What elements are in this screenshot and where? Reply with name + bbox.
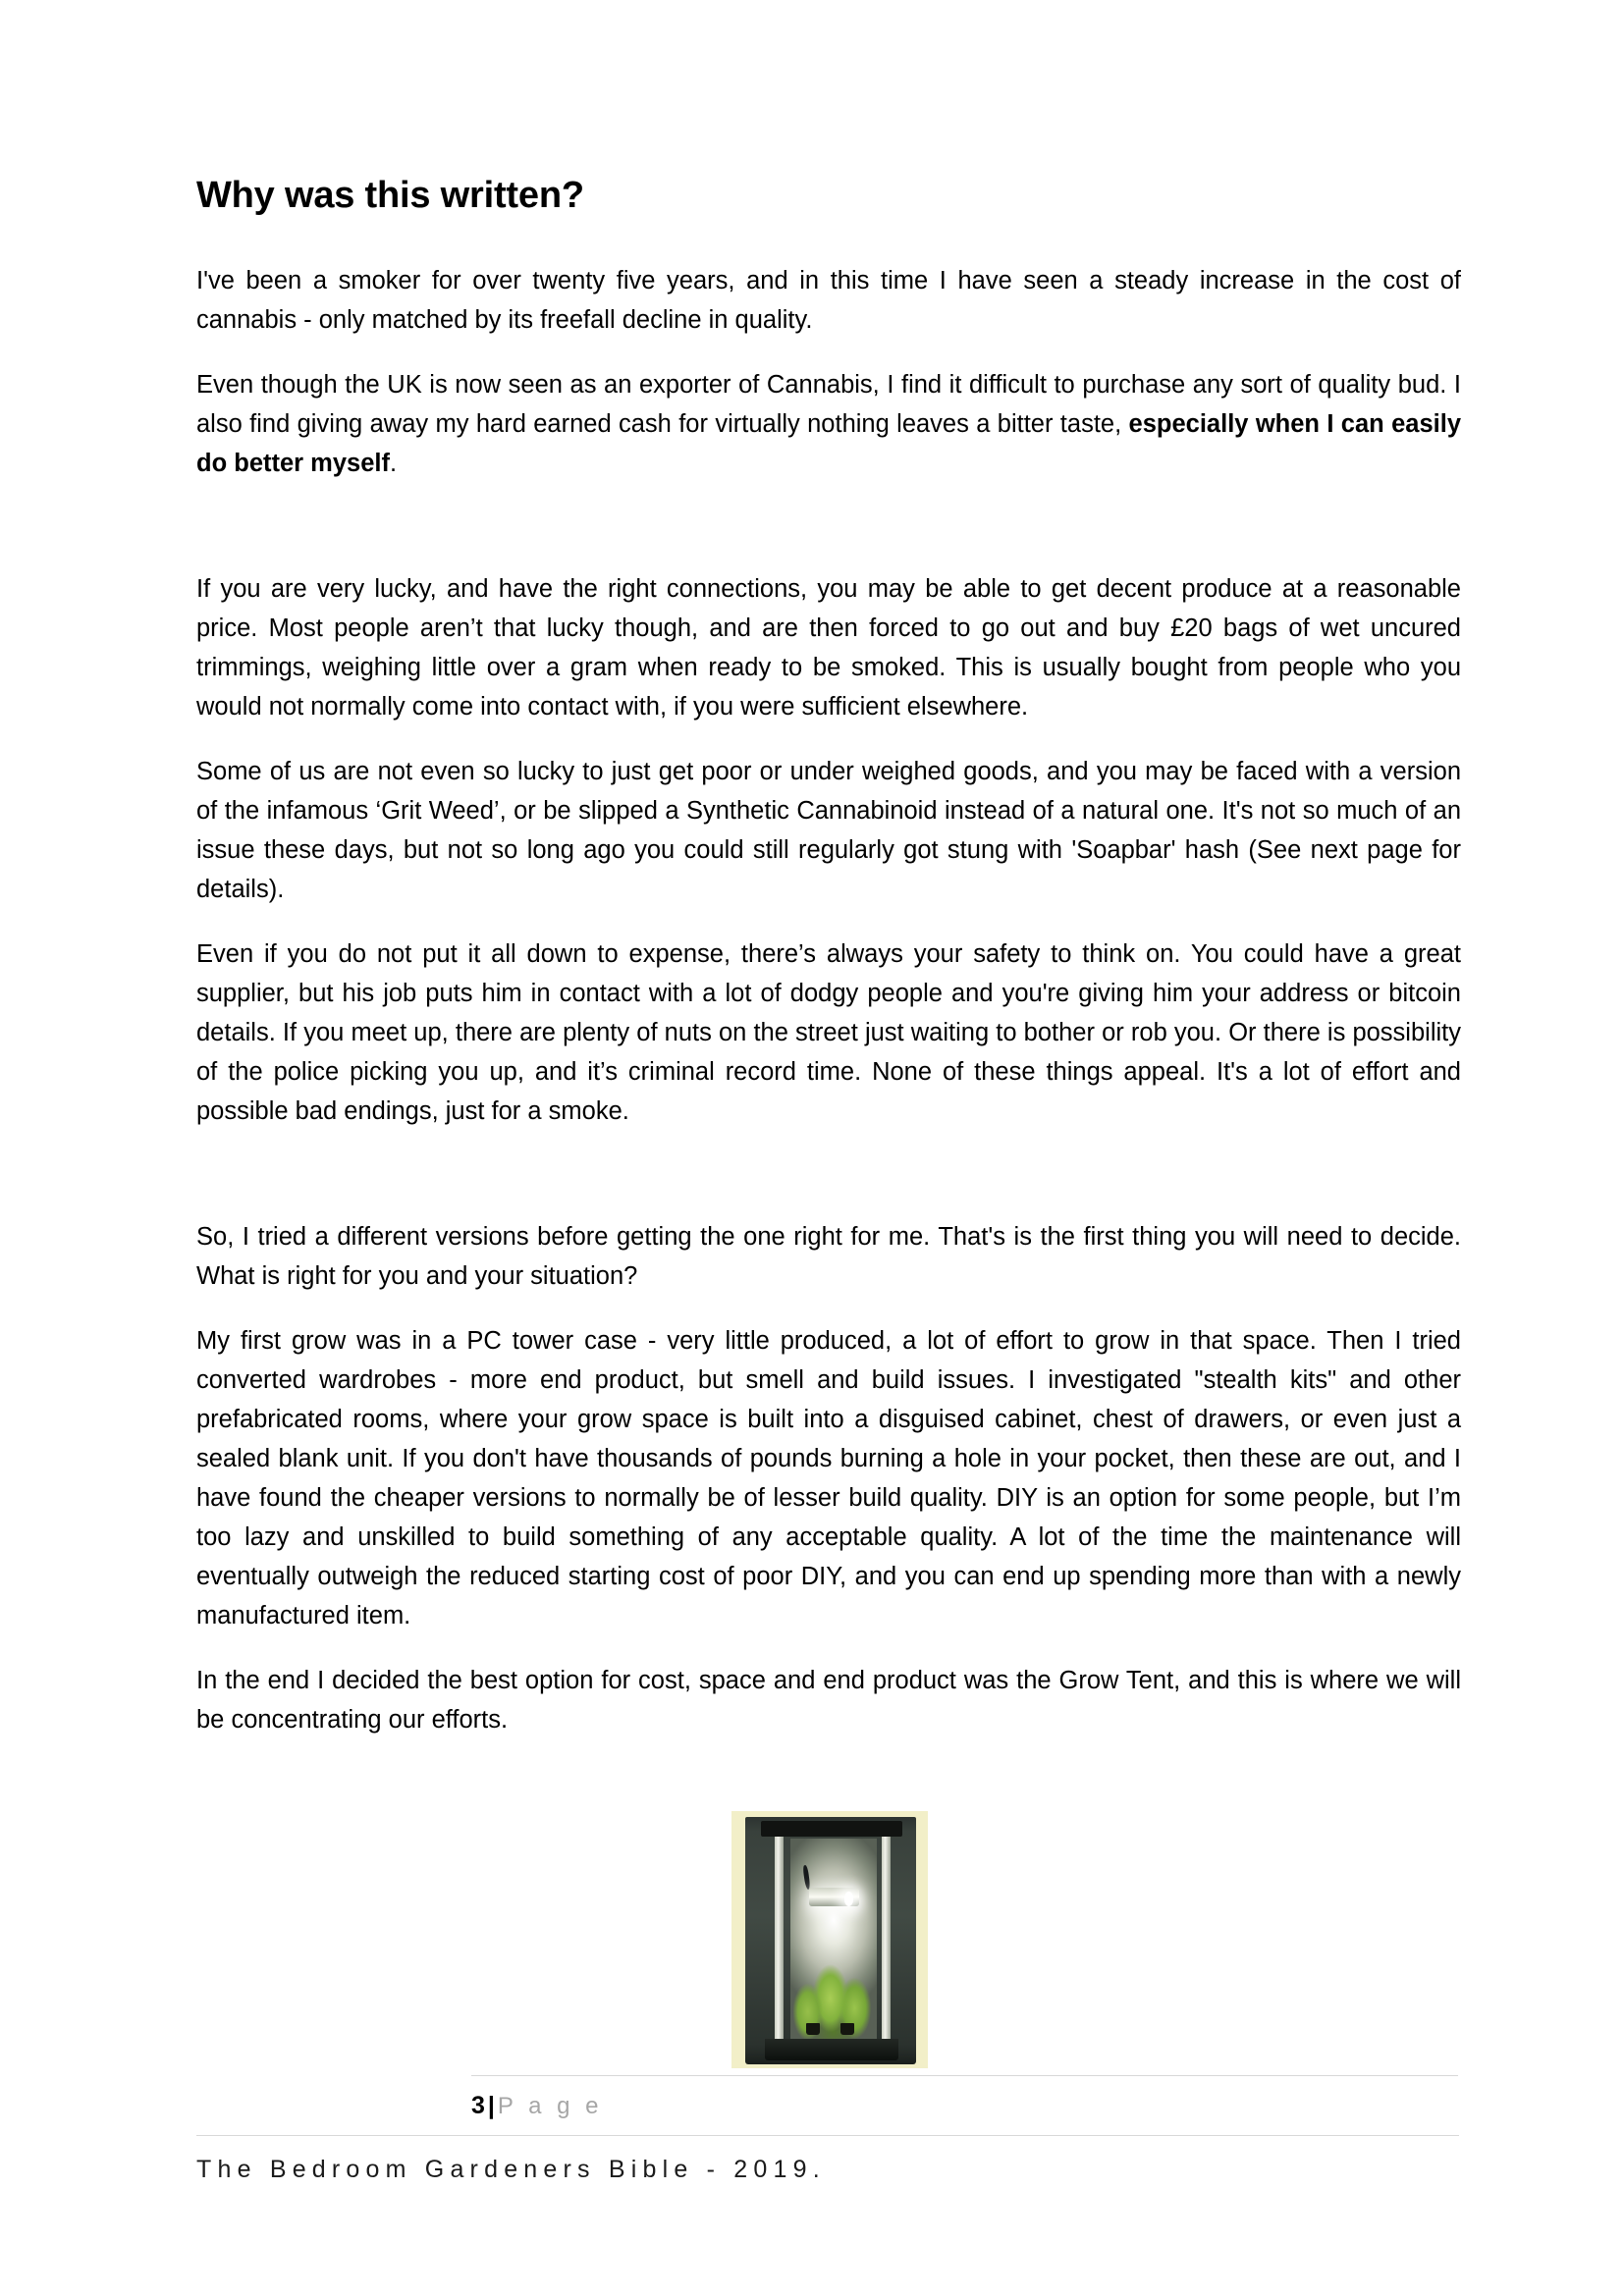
page-content (196, 175, 1461, 1739)
tent-floor-tray (765, 2039, 898, 2060)
page-number-label: P a g e (497, 2093, 604, 2119)
tent-body (745, 1817, 916, 2064)
paragraph-spacer-1 (196, 508, 1461, 569)
footer-divider-top (471, 2075, 1458, 2076)
paragraph-grit-weed: Some of us are not even so lucky to just get poor or under weighed goods, and you may be faced with a version of the infamous ‘Grit Weed’, or be slipped a Synthetic Cannabinoid instead of a natural one. It's not so much of an issue these days, but not so long ago you could still regularly got stung with 'Soapbar' hash (See next page for details). (196, 757, 1461, 903)
grow-light-bulb (844, 1892, 854, 1906)
paragraph-first-grow: My first grow was in a PC tower case - very little produced, a lot of effort to grow in that space. Then I tried converted wardrobes - more end product, but smell and build issues. I investigated "stealth kits" and other prefabricated rooms, where your grow space is built into a disguised cabinet, chest of drawers, or even just a sealed blank unit. If you don't have thousands of pounds burning a hole in your pocket, then these are out, and I have found the cheaper versions to normally be of lesser build quality. DIY is an option for some people, but I’m too lazy and unskilled to build something of any acceptable quality. A lot of the time the maintenance will eventually outweigh the reduced starting cost of poor DIY, and you can end up spending more than with a newly manufactured item. (196, 1326, 1461, 1629)
tent-top-trim (761, 1821, 902, 1837)
page-number-indicator (471, 2089, 603, 2123)
paragraph-uk-exporter-emphasis: especially when I can easily do better myself (196, 409, 1461, 477)
footer-divider-bottom (196, 2135, 1459, 2136)
plant-pot-left (806, 2023, 820, 2035)
paragraph-spacer-2 (196, 1156, 1461, 1217)
tent-zipper-left (775, 1837, 784, 2047)
plant-pot-right (840, 2023, 854, 2035)
tent-interior (790, 1839, 877, 2043)
tent-clip-fan-icon (802, 1865, 811, 1890)
footer-book-title: The Bedroom Gardeners Bible - 2019. (196, 2156, 826, 2183)
tent-zipper-right (882, 1837, 891, 2047)
paragraph-uk-exporter-tail: . (389, 449, 398, 477)
page-title: Why was this written? (196, 175, 584, 216)
paragraph-uk-exporter-lead: Even though the UK is now seen as an exporter of Cannabis, I find it difficult to purchase any sort of quality bud. I also find giving away my hard earned cash for virtually nothing leaves a bitter taste, (196, 370, 1461, 438)
paragraph-intro: I've been a smoker for over twenty five years, and in this time I have seen a steady increase in the cost of cannabis - only matched by its freefall decline in quality. (196, 266, 1461, 334)
paragraph-lucky-connections: If you are very lucky, and have the right connections, you may be able to get decent produce at a reasonable price. Most people aren’t that lucky though, and are then forced to go out and buy £20 bags of wet uncured trimmings, weighing little over a gram when ready to be smoked. This is usually bought from people who you would not normally come into contact with, if you were sufficient elsewhere. (196, 574, 1461, 721)
page-number-separator: | (487, 2092, 495, 2119)
tent-plants (793, 1949, 875, 2039)
paragraph-different-versions: So, I tried a different versions before getting the one right for me. That's is the first thing you will need to decide. What is right for you and your situation? (196, 1222, 1461, 1290)
grow-tent-photo (731, 1811, 928, 2068)
paragraph-safety: Even if you do not put it all down to expense, there’s always your safety to think on. You could have a great supplier, but his job puts him in contact with a lot of dodgy people and you're giving him your address or bitcoin details. If you meet up, there are plenty of nuts on the street just waiting to bother or rob you. Or there is possibility of the police picking you up, and it’s criminal record time. None of these things appeal. It's a lot of effort and possible bad endings, just for a smoke. (196, 939, 1461, 1125)
paragraph-grow-tent-decision: In the end I decided the best option for cost, space and end product was the Grow Tent, and this is where we will be concentrating our efforts. (196, 1666, 1461, 1734)
paragraph-uk-exporter (196, 365, 1461, 483)
page-number-value: 3 (471, 2092, 485, 2119)
